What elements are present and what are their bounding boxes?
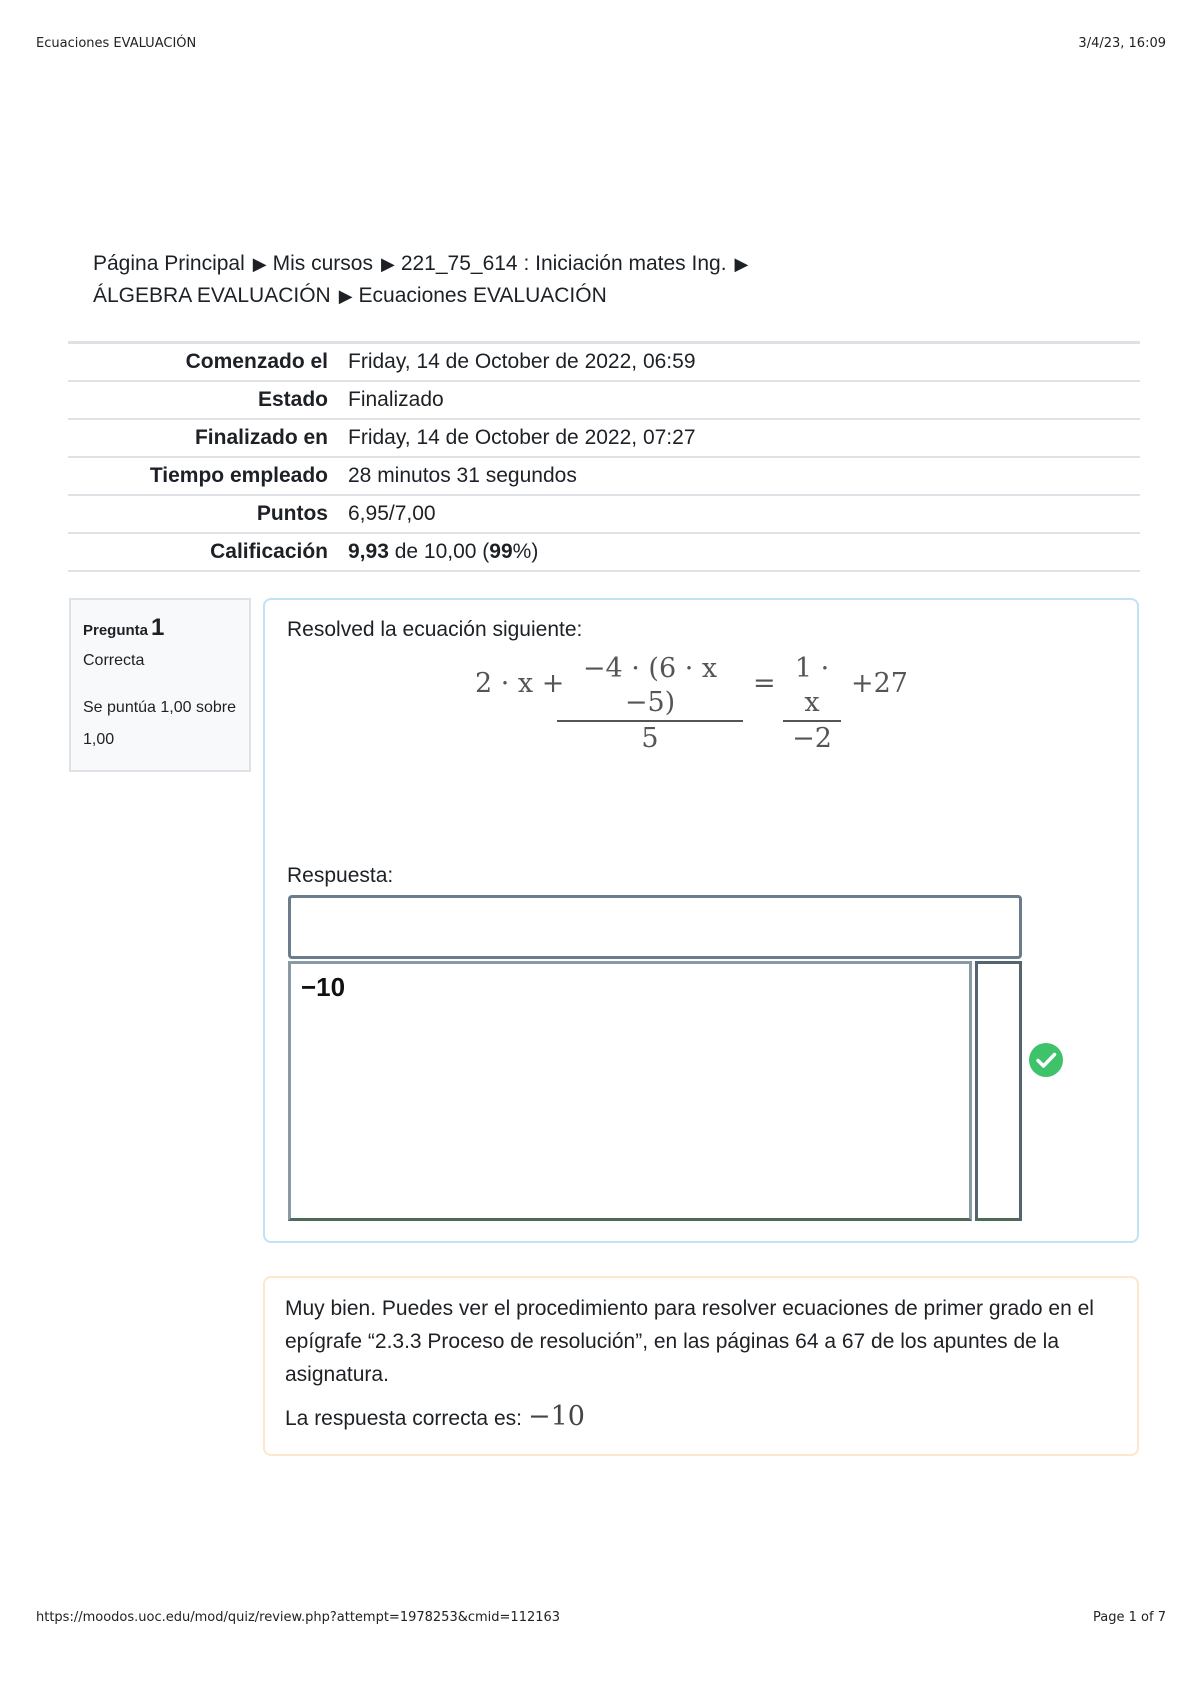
breadcrumb-course[interactable]: 221_75_614 : Iniciación mates Ing. [400, 252, 727, 275]
grade-middle: de 10,00 ( [388, 540, 490, 563]
grade-label: Calificación [210, 540, 328, 563]
summary-row-grade [68, 533, 1140, 571]
check-circle-icon [1028, 1042, 1064, 1078]
question-info [69, 598, 251, 772]
question-number [83, 614, 237, 642]
fraction-numerator: −4 · (6 · x −5) [582, 653, 718, 718]
question-prompt: Resolved la ecuación siguiente: [287, 618, 583, 641]
summary-row [68, 495, 1140, 533]
breadcrumb-section[interactable]: ÁLGEBRA EVALUACIÓN [93, 284, 331, 307]
feedback-text: Muy bien. Puedes ver el procedimiento para resolver ecuaciones de primer grado en el epígrafe “2.3.3 Proceso de resolución”, en las páginas 64 a 67 de los apuntes de la asignatura. [285, 1297, 1094, 1386]
summary-value: 6,95/7,00 [348, 502, 436, 525]
breadcrumb [93, 248, 913, 312]
breadcrumb-separator-icon: ▶ [338, 286, 353, 306]
summary-label: Estado [257, 388, 328, 411]
breadcrumb-separator-icon: ▶ [380, 254, 395, 274]
summary-row [68, 419, 1140, 457]
question-state: Correcta [83, 652, 145, 669]
print-date: 3/4/23, 16:09 [1078, 36, 1166, 51]
answer-label: Respuesta: [287, 864, 394, 887]
breadcrumb-home[interactable]: Página Principal [93, 252, 245, 275]
summary-label: Comenzado el [185, 350, 328, 373]
equation [475, 652, 908, 754]
attempt-summary-table [68, 341, 1140, 572]
answer-input[interactable]: −10 [288, 961, 972, 1221]
breadcrumb-separator-icon: ▶ [734, 254, 749, 274]
equation-fraction-2 [783, 652, 841, 756]
answer-scrollbar[interactable] [975, 961, 1022, 1221]
print-page-number: Page 1 of 7 [1093, 1610, 1166, 1625]
print-footer [36, 1610, 1166, 1625]
correct-answer-label: La respuesta correcta es: [285, 1407, 522, 1430]
summary-label: Tiempo empleado [149, 464, 328, 487]
grade-percent: 99 [489, 540, 513, 563]
answer-toolbar[interactable] [288, 895, 1022, 959]
breadcrumb-current: Ecuaciones EVALUACIÓN [358, 284, 607, 307]
correct-answer-value: −10 [527, 1401, 585, 1432]
summary-label: Puntos [256, 502, 328, 525]
summary-value: Friday, 14 de October de 2022, 07:27 [348, 426, 696, 449]
question-feedback [263, 1276, 1139, 1456]
equation-left-term: 2 · x + [475, 668, 565, 699]
print-title: Ecuaciones EVALUACIÓN [36, 36, 197, 51]
grade-score: 9,93 [348, 540, 389, 563]
equation-equals: = [753, 668, 776, 699]
question-formulation [263, 598, 1139, 1243]
fraction-numerator: 1 · x [794, 653, 830, 718]
question-grade: Se puntúa 1,00 sobre 1,00 [83, 699, 237, 748]
breadcrumb-separator-icon: ▶ [252, 254, 267, 274]
fraction-denominator: −2 [792, 723, 832, 754]
print-url: https://moodos.uoc.edu/mod/quiz/review.php?attempt=1978253&cmid=112163 [36, 1610, 561, 1625]
summary-value: 28 minutos 31 segundos [348, 464, 577, 487]
summary-row [68, 457, 1140, 495]
summary-value: Finalizado [348, 388, 444, 411]
summary-row [68, 343, 1140, 382]
fraction-denominator: 5 [641, 723, 659, 754]
correct-answer [285, 1401, 1117, 1432]
equation-fraction-1 [557, 652, 743, 756]
question-num: 1 [151, 614, 165, 641]
breadcrumb-my-courses[interactable]: Mis cursos [272, 252, 373, 275]
question-label: Pregunta [83, 622, 149, 639]
summary-row [68, 381, 1140, 419]
equation-right-term: +27 [851, 668, 908, 699]
print-header [36, 36, 1166, 51]
summary-label: Finalizado en [194, 426, 328, 449]
grade-value [338, 533, 1140, 571]
summary-value: Friday, 14 de October de 2022, 06:59 [348, 350, 696, 373]
grade-suffix: %) [512, 540, 539, 563]
